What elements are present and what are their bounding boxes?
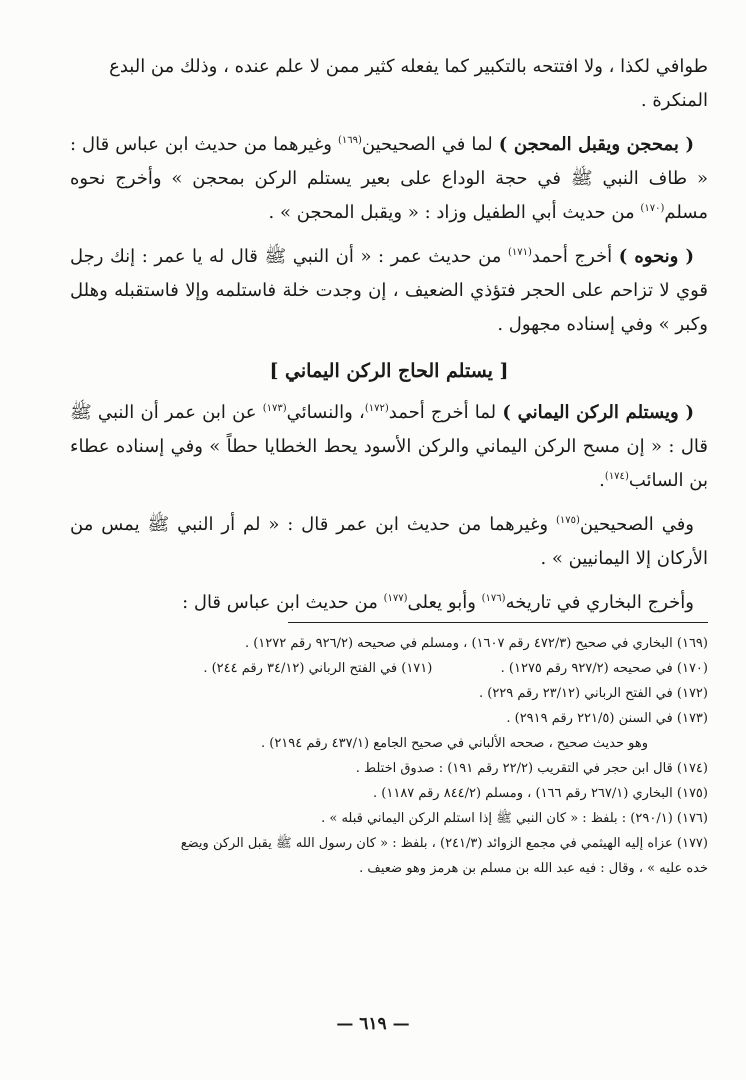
matn-phrase: ( ويستلم الركن اليماني ) [502,402,694,423]
footnote-173-note: وهو حديث صحيح ، صححه الألباني في صحيح الجامع (٤٣٧/١ رقم ٢١٩٤) . [260,736,648,751]
footnote-ref[interactable]: (١٧٧) [383,593,408,604]
text: وأخرج البخاري في تاريخه [505,592,694,613]
text: وأبو يعلى [407,592,482,613]
text: أخرج أحمد [531,246,619,267]
footnote-ref[interactable]: (١٦٩) [337,135,362,146]
footnote-174: (١٧٤) قال ابن حجر في التقريب (٢٢/٢ رقم ١٩١) : صدوق اختلط . [355,761,708,776]
footnotes [70,631,708,881]
text: عن ابن عمر أن النبي ﷺ قال : « إن مسح الركن اليماني والركن الأسود يحط الخطايا حطاً » وفي إسناده عطاء بن السائب [70,402,708,491]
footnote-divider [288,622,708,623]
footnote-ref[interactable]: (١٧٤) [604,471,629,482]
section-heading: [ يستلم الحاج الركن اليماني ] [269,360,509,382]
footnote-ref[interactable]: (١٧٣) [262,403,287,414]
page-number: — ٦١٩ — [336,1014,410,1034]
footnote-177-cont: خده عليه » ، وقال : فيه عبد الله بن مسلم بن هرمز وهو ضعيف . [359,861,708,876]
footnote-ref[interactable]: (١٧٦) [481,593,506,604]
footnote-ref[interactable]: (١٧١) [507,247,532,258]
text: من حديث أبي الطفيل وزاد : « ويقبل المحجن » . [268,202,641,223]
paragraph-4 [70,396,708,498]
text: وغيرهما من حديث ابن عباس قال : « طاف النبي ﷺ في حجة الوداع على بعير يستلم الركن بمحجن » وأخرج نحوه مسلم [70,134,708,223]
text: طوافي لكذا ، ولا افتتحه بالتكبير كما يفعله كثير ممن لا علم عنده ، وذلك من البدع [109,56,708,77]
footnote-172: (١٧٢) في الفتح الرباني (٢٣/١٢ رقم ٢٢٩) . [478,686,708,701]
footnote-ref[interactable]: (١٧٠) [640,203,665,214]
page-body [70,50,708,1060]
text: من حديث ابن عباس قال : [182,592,384,613]
footnote-175: (١٧٥) البخاري (٢٦٧/١ رقم ١٦٦) ، ومسلم (٨٤٤/٢ رقم ١١٨٧) . [373,786,708,801]
paragraph-3 [70,240,708,342]
footnote-171: (١٧١) في الفتح الرباني (٣٤/١٢ رقم ٢٤٤) . [203,661,433,676]
footnote-170: (١٧٠) في صحيحه (٩٢٧/٢ رقم ١٢٧٥) . [500,661,708,676]
footnote-ref[interactable]: (١٧٢) [364,403,389,414]
text: . [599,470,605,491]
footnote-170-171 [70,656,708,681]
text: من حديث عمر : « أن النبي ﷺ قال له يا عمر : إنك رجل قوي لا تزاحم على الحجر فتؤذي الضعيف ، إن وجدت خلة فاستلمه وإلا فاستقبله وهلل وكبر » وفي إسناده مجهول . [70,246,708,335]
footnote-169: (١٦٩) البخاري في صحيح (٤٧٢/٣ رقم ١٦٠٧) ، ومسلم في صحيحه (٩٢٦/٢ رقم ١٢٧٢) . [244,636,708,651]
text: لما أخرج أحمد [388,402,503,423]
paragraph-2 [70,128,708,230]
matn-phrase: ( بمحجن ويقبل المحجن ) [498,134,694,155]
text: ، والنسائي [286,402,365,423]
text: وغيرهما من حديث ابن عمر قال : « لم أر النبي ﷺ يمس من الأركان إلا اليمانيين » . [70,514,708,569]
footnote-173: (١٧٣) في السنن (٢٢١/٥ رقم ٢٩١٩) . [506,711,708,726]
text: المنكرة . [640,90,708,111]
footnote-176: (١٧٦) (٢٩٠/١) : بلفظ : « كان النبي ﷺ إذا استلم الركن اليماني قبله » . [321,811,708,826]
paragraph-6 [70,586,708,620]
paragraph-1 [70,50,708,118]
matn-phrase: ( ونحوه ) [618,246,694,267]
paragraph-5 [70,508,708,576]
text: لما في الصحيحين [361,134,499,155]
text: وفي الصحيحين [579,514,694,535]
footnote-177: (١٧٧) عزاه إليه الهيثمي في مجمع الزوائد (٢٤١/٣) ، بلفظ : « كان رسول الله ﷺ يقبل الركن ويضع [180,836,708,851]
footnote-ref[interactable]: (١٧٥) [555,515,580,526]
